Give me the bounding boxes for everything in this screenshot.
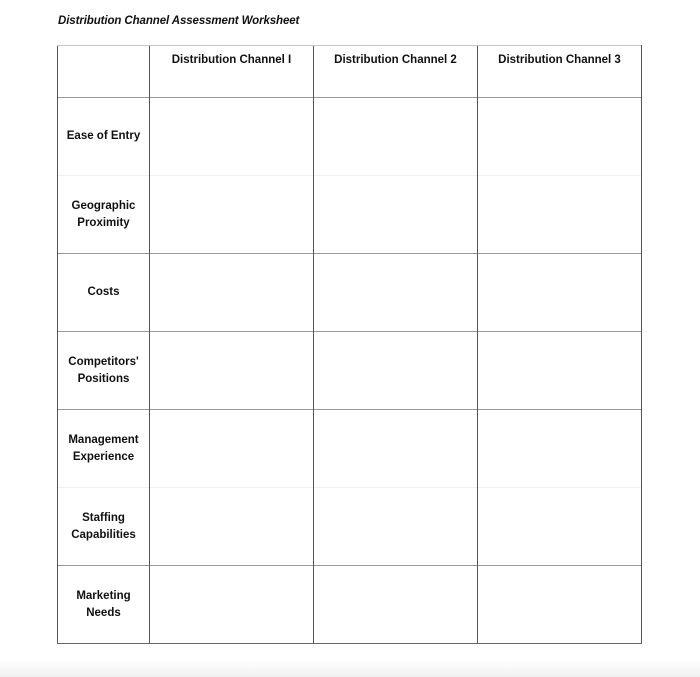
entry-cell[interactable] xyxy=(478,98,642,176)
entry-cell[interactable] xyxy=(314,176,478,254)
entry-cell[interactable] xyxy=(150,488,314,566)
table-row xyxy=(58,410,642,488)
row-label-competitors-positions: Competitors' Positions xyxy=(58,332,150,410)
row-label-ease-of-entry: Ease of Entry xyxy=(58,98,150,176)
entry-cell[interactable] xyxy=(150,176,314,254)
entry-cell[interactable] xyxy=(314,98,478,176)
table-row xyxy=(58,98,642,176)
row-label-costs: Costs xyxy=(58,254,150,332)
entry-cell[interactable] xyxy=(314,410,478,488)
entry-cell[interactable] xyxy=(150,98,314,176)
entry-cell[interactable] xyxy=(478,488,642,566)
table-row xyxy=(58,566,642,644)
entry-cell[interactable] xyxy=(150,254,314,332)
row-label-marketing-needs: Marketing Needs xyxy=(58,566,150,644)
row-label-staffing-capabilities: Staffing Capabilities xyxy=(58,488,150,566)
column-header-3: Distribution Channel 3 xyxy=(478,46,642,98)
entry-cell[interactable] xyxy=(150,566,314,644)
column-header-2: Distribution Channel 2 xyxy=(314,46,478,98)
entry-cell[interactable] xyxy=(478,410,642,488)
table-row xyxy=(58,176,642,254)
entry-cell[interactable] xyxy=(314,488,478,566)
table-row xyxy=(58,488,642,566)
row-label-geographic-proximity: Geographic Proximity xyxy=(58,176,150,254)
table-row xyxy=(58,254,642,332)
entry-cell[interactable] xyxy=(314,254,478,332)
entry-cell[interactable] xyxy=(478,566,642,644)
entry-cell[interactable] xyxy=(314,332,478,410)
entry-cell[interactable] xyxy=(150,410,314,488)
entry-cell[interactable] xyxy=(478,332,642,410)
page-bottom-shade xyxy=(0,660,700,677)
header-row xyxy=(58,46,642,98)
row-label-management-experience: Management Experience xyxy=(58,410,150,488)
corner-cell[interactable] xyxy=(58,46,150,98)
entry-cell[interactable] xyxy=(478,176,642,254)
entry-cell[interactable] xyxy=(478,254,642,332)
entry-cell[interactable] xyxy=(314,566,478,644)
worksheet-title: Distribution Channel Assessment Worksheet xyxy=(58,15,300,27)
entry-cell[interactable] xyxy=(150,332,314,410)
column-header-1: Distribution Channel I xyxy=(150,46,314,98)
assessment-table xyxy=(57,45,642,644)
table-row xyxy=(58,332,642,410)
